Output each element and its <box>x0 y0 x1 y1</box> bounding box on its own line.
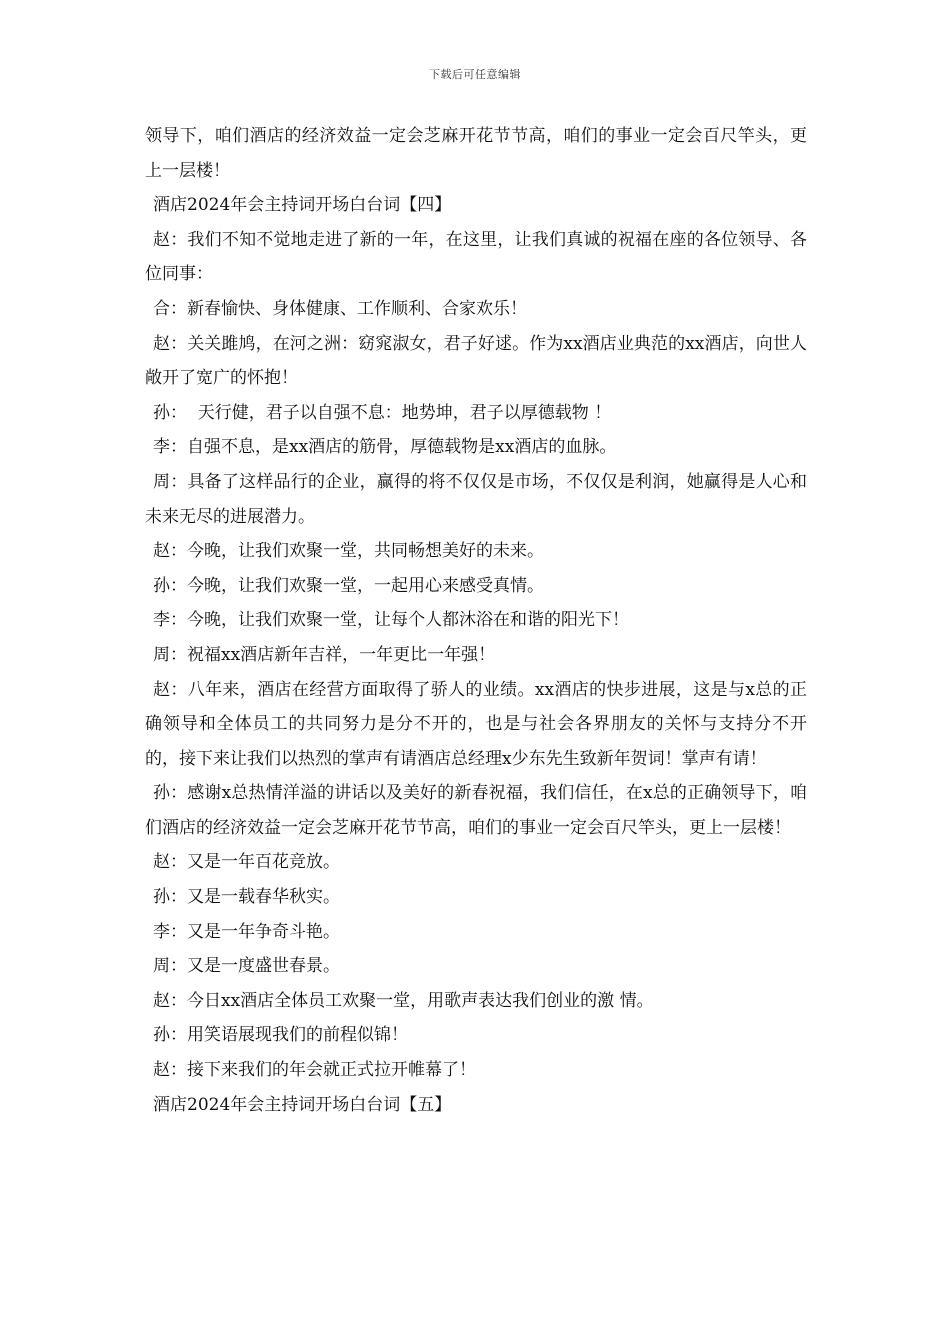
dialogue-line: 孙：感谢x总热情洋溢的讲话以及美好的新春祝福，我们信任，在x总的正确领导下，咱们酒店的经济效益一定会芝麻开花节节高，咱们的事业一定会百尺竿头，更上一层楼！ <box>145 783 807 838</box>
dialogue-line: 赵：关关雎鸠，在河之洲：窈窕淑女，君子好逑。作为xx酒店业典范的xx酒店，向世人敞开了宽广的怀抱！ <box>145 333 807 389</box>
dialogue-line: 周：具备了这样品行的企业，赢得的将不仅仅是市场，不仅仅是利润，她赢得是人心和未来无尽的进展潜力。 <box>145 471 807 527</box>
page-header: 下载后可任意编辑 <box>429 68 521 81</box>
dialogue-line: 赵：今日xx酒店全体员工欢聚一堂，用歌声表达我们创业的激 情。 <box>153 990 654 1011</box>
dialogue-line: 赵：接下来我们的年会就正式拉开帷幕了！ <box>153 1060 476 1081</box>
section-heading-5: 酒店2024年会主持词开场白台词【五】 <box>153 1094 452 1115</box>
dialogue-line: 周：祝福xx酒店新年吉祥，一年更比一年强！ <box>153 644 496 665</box>
dialogue-line: 赵：八年来，酒店在经营方面取得了骄人的业绩。xx酒店的快步进展，这是与x总的正确领导和全体员工的共同努力是分不开的，也是与社会各界朋友的关怀与支持分不开的，接下来让我们以热烈的掌声有请酒店总经理x少东先生致新年贺词！掌声有请！ <box>145 679 807 769</box>
dialogue-line: 合：新春愉快、身体健康、工作顺利、合家欢乐！ <box>153 298 527 319</box>
dialogue-line: 李：今晚，让我们欢聚一堂，让每个人都沐浴在和谐的阳光下！ <box>153 610 629 631</box>
dialogue-line: 赵：又是一年百花竞放。 <box>153 852 340 873</box>
dialogue-line: 周：又是一度盛世春景。 <box>153 956 340 977</box>
dialogue-line: 孙：今晚，让我们欢聚一堂，一起用心来感受真情。 <box>153 575 544 596</box>
dialogue-line: 孙：用笑语展现我们的前程似锦！ <box>153 1025 408 1046</box>
dialogue-line: 李：又是一年争奇斗艳。 <box>153 921 340 942</box>
section-heading-4: 酒店2024年会主持词开场白台词【四】 <box>153 195 452 216</box>
dialogue-line: 孙： 天行健，君子以自强不息：地势坤，君子以厚德载物 ！ <box>153 402 612 423</box>
paragraph-continued: 领导下，咱们酒店的经济效益一定会芝麻开花节节高，咱们的事业一定会百尺竿头，更上一层楼！ <box>145 126 807 181</box>
dialogue-line: 赵：我们不知不觉地走进了新的一年，在这里，让我们真诚的祝福在座的各位领导、各位同事： <box>145 229 807 285</box>
document-body <box>145 119 807 1122</box>
dialogue-line: 赵：今晚，让我们欢聚一堂，共同畅想美好的未来。 <box>153 541 544 562</box>
dialogue-line: 李：自强不息，是xx酒店的筋骨，厚德载物是xx酒店的血脉。 <box>153 437 617 458</box>
dialogue-line: 孙：又是一载春华秋实。 <box>153 887 340 908</box>
